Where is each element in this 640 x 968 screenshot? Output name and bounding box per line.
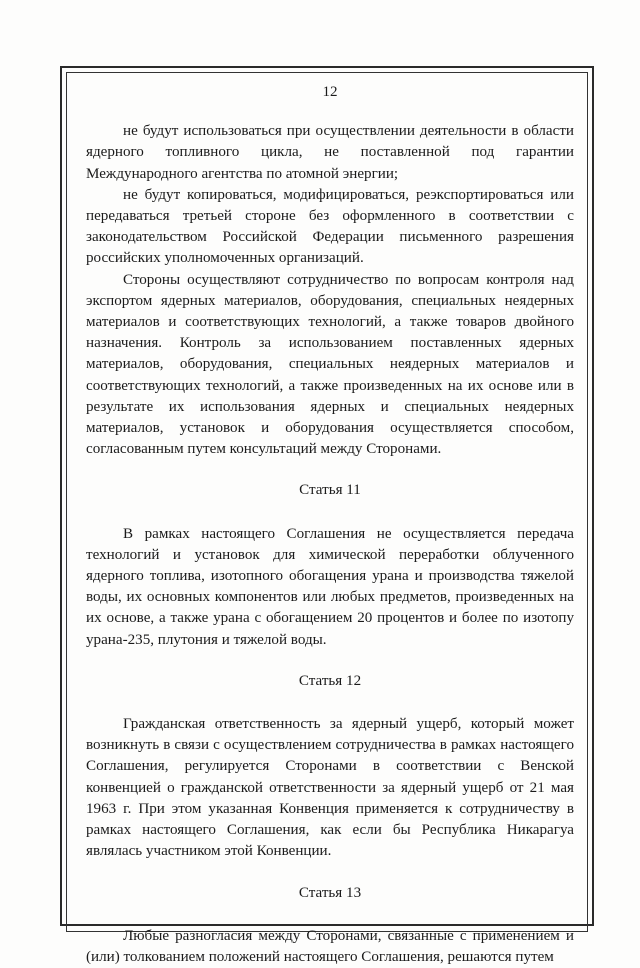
article-heading: Статья 12	[298, 672, 362, 689]
paragraph: не будут копироваться, модифицироваться, реэкспортироваться или передаваться третьей стороне без оформленного в соответствии с законодательством Российской Федерации письменного разрешения российских уполномоченных организаций.	[86, 186, 574, 267]
paragraph: Стороны осуществляют сотрудничество по вопросам контроля над экспортом ядерных материалов, оборудования, специальных неядерных материалов и соответствующих технологий, а также товаров двойного назначения. Контроль за использованием поставленных ядерных материалов, оборудования, специальных неядерных материалов и соответствующих технологий, а также произведенных на их основе или в результате их использования ядерных и специальных неядерных материалов, установок и оборудования осуществляется способом, согласованным путем консультаций между Сторонами.	[86, 271, 574, 458]
paragraph: В рамках настоящего Соглашения не осуществляется передача технологий и установок для химической переработки облученного ядерного топлива, изотопного обогащения урана и производства тяжелой воды, их основных компонентов или любых предметов, произведенных на их основе, а также урана с обогащением 20 процентов и более по изотопу урана-235, плутония и тяжелой воды.	[86, 525, 574, 648]
article-heading: Статья 13	[298, 884, 362, 901]
article-heading: Статья 11	[299, 482, 361, 499]
document-body	[86, 82, 574, 968]
page-number: 12	[322, 84, 338, 100]
paragraph: Гражданская ответственность за ядерный ущерб, который может возникнуть в связи с осуществлением сотрудничества в рамках настоящего Соглашения, регулируется Сторонами в соответствии с Венской конвенцией о гражданской ответственности за ядерный ущерб от 21 мая 1963 г. При этом указанная Конвенция применяется к сотрудничеству в рамках настоящего Соглашения, как если бы Республика Никарагуа являлась участником этой Конвенции.	[86, 716, 574, 860]
paragraph: не будут использоваться при осуществлении деятельности в области ядерного топливного цикла, не поставленной под гарантии Международного агентства по атомной энергии;	[86, 123, 574, 182]
paragraph: Любые разногласия между Сторонами, связанные с применением и (или) толкованием положений настоящего Соглашения, решаются путем	[86, 927, 574, 965]
